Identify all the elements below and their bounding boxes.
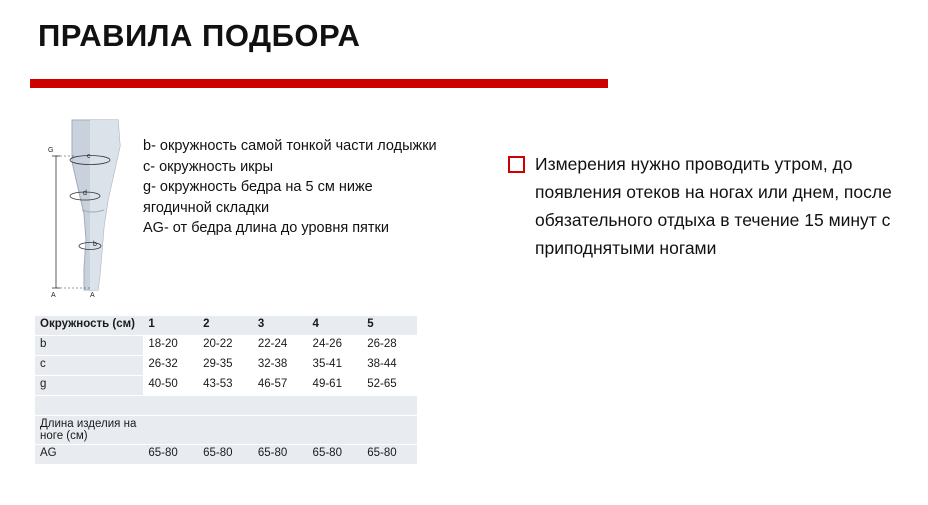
svg-text:A: A: [90, 292, 95, 298]
table-cell: [308, 416, 363, 445]
table-cell: [362, 416, 417, 445]
table-row-label: b: [35, 336, 143, 356]
measurement-note: [508, 150, 908, 262]
table-cell: 65-80: [308, 445, 363, 465]
table-cell: 65-80: [362, 445, 417, 465]
table-row-label: c: [35, 356, 143, 376]
table-header-row: [35, 316, 417, 336]
table-cell: 18-20: [143, 336, 198, 356]
table-header-cell: 4: [308, 316, 363, 336]
svg-text:A: A: [51, 292, 56, 298]
table-cell: [308, 396, 363, 416]
table-cell: 26-28: [362, 336, 417, 356]
page-title: ПРАВИЛА ПОДБОРА: [38, 18, 361, 53]
legend-line-g: g- окружность бедра на 5 см ниже ягодичной складки: [143, 179, 377, 216]
table-cell: 22-24: [253, 336, 308, 356]
table-header-cell: 1: [143, 316, 198, 336]
table-cell: 24-26: [308, 336, 363, 356]
svg-text:G: G: [48, 147, 54, 154]
table-cell: [198, 396, 253, 416]
table-row-label: Длина изделия на ноге (см): [35, 416, 143, 445]
table-cell: 32-38: [253, 356, 308, 376]
table-cell: 26-32: [143, 356, 198, 376]
legend-line-b: b- окружность самой тонкой части лодыжки: [143, 138, 437, 154]
leg-measurement-diagram: [40, 118, 150, 298]
legend-line-c: c- окружность икры: [143, 158, 274, 175]
table-cell: 35-41: [308, 356, 363, 376]
table-row: [35, 445, 417, 465]
table-cell: 52-65: [362, 376, 417, 396]
table-row: [35, 356, 417, 376]
title-underline-bar: [30, 79, 608, 88]
table-cell: 65-80: [198, 445, 253, 465]
table-row-label: [35, 396, 143, 416]
table-cell: [362, 396, 417, 416]
table-header-cell: 3: [253, 316, 308, 336]
table-cell: [198, 416, 253, 445]
svg-text:c: c: [87, 153, 91, 160]
table-cell: 46-57: [253, 376, 308, 396]
table-cell: [143, 396, 198, 416]
table-cell: 65-80: [143, 445, 198, 465]
svg-text:d: d: [83, 190, 87, 197]
table-section-row: [35, 416, 417, 445]
table-cell: 43-53: [198, 376, 253, 396]
table-cell: 29-35: [198, 356, 253, 376]
table-cell: [143, 416, 198, 445]
size-table: [35, 316, 417, 464]
legend-line-ag: AG- от бедра длина до уровня пятки: [143, 220, 389, 236]
table-cell: [253, 396, 308, 416]
table-cell: 49-61: [308, 376, 363, 396]
bullet-square-icon: [508, 156, 525, 173]
table-cell: 40-50: [143, 376, 198, 396]
table-row-label: g: [35, 376, 143, 396]
table-cell: 20-22: [198, 336, 253, 356]
table-header-cell: 5: [362, 316, 417, 336]
table-cell: 65-80: [253, 445, 308, 465]
svg-text:b: b: [93, 241, 97, 248]
table-cell: [253, 416, 308, 445]
measurement-note-text: Измерения нужно проводить утром, до появления отеков на ногах или днем, после обязательного отдыха в течение 15 минут с приподнятыми ногами: [535, 154, 892, 258]
table-row: [35, 336, 417, 356]
table-header-cell: 2: [198, 316, 253, 336]
table-cell: 38-44: [362, 356, 417, 376]
table-row-label: AG: [35, 445, 143, 465]
table-header-cell: Окружность (см): [35, 316, 143, 336]
table-spacer-row: [35, 396, 417, 416]
table-row: [35, 376, 417, 396]
measurement-legend: [143, 136, 443, 239]
